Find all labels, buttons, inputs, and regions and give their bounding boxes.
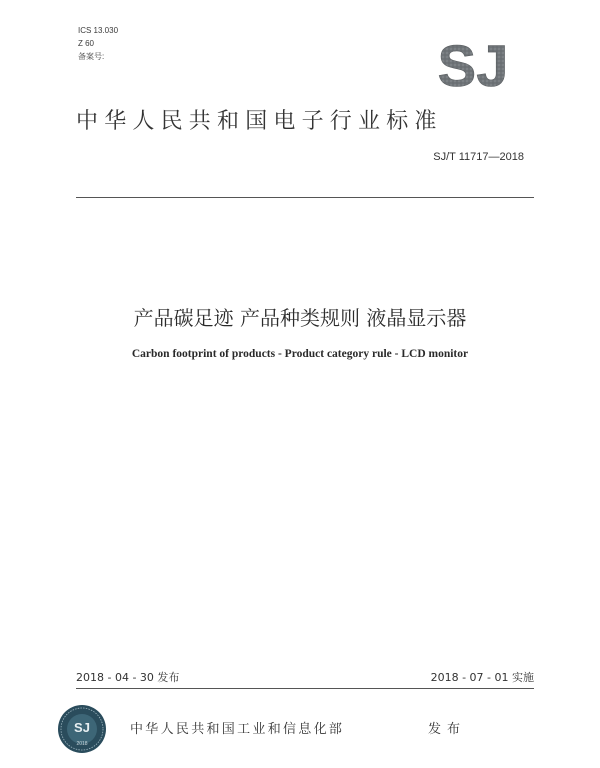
release-date: 2018 - 04 - 30 发布 [76, 671, 180, 684]
publisher-name: 中华人民共和国工业和信息化部 [130, 722, 345, 737]
publish-label: 发布 [428, 722, 467, 737]
header-divider [76, 197, 534, 198]
footer-divider [76, 688, 534, 689]
sj-logo-text: SJ [437, 40, 509, 90]
implementation-date: 2018 - 07 - 01 实施 [430, 671, 534, 684]
svg-text:2018: 2018 [76, 741, 88, 747]
standard-number: SJ/T 11717—2018 [433, 151, 524, 163]
sj-logo-icon [418, 40, 528, 90]
ministry-seal-icon [57, 700, 107, 758]
chinese-title: 产品碳足迹 产品种类规则 液晶显示器 [133, 306, 467, 330]
svg-text:SJ: SJ [74, 720, 90, 735]
english-title: Carbon footprint of products - Product category rule - LCD monitor [131, 348, 469, 360]
document-metadata [78, 24, 118, 63]
category-code: Z 60 [78, 39, 95, 48]
industry-standard-title: 中华人民共和国电子行业标准 [76, 109, 443, 134]
filing-number-label: 备案号: [78, 52, 105, 61]
ics-code: ICS 13.030 [78, 26, 119, 35]
